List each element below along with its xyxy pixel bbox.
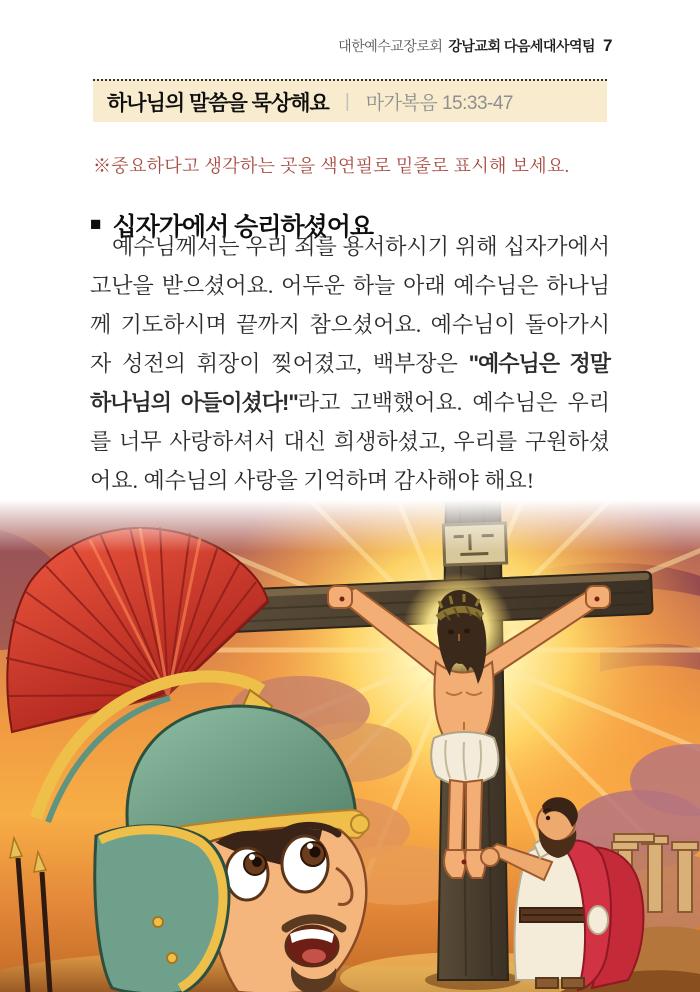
- divider-bar: |: [344, 90, 350, 112]
- crucifixion-scene-svg: [0, 500, 700, 992]
- paragraph-line: 고난을 받으셨어요. 어두운 하늘 아래 예수님은 하나님: [90, 273, 610, 298]
- paragraph-line: 를 너무 사랑하셔서 대신 희생하셨고, 우리를 구원하셨: [90, 429, 610, 454]
- team-name: 강남교회 다음세대사역팀: [448, 38, 596, 54]
- white-fade-top: [0, 500, 700, 552]
- section-title: 십자가에서 승리하셨어요: [112, 212, 374, 241]
- bible-reference: 마가복음 15:33-47: [365, 93, 513, 114]
- page-number: 7: [603, 36, 612, 55]
- paragraph-line: 예수님께서는 우리 죄를 용서하시기 위해 십자가에서: [112, 234, 610, 259]
- crucifixion-illustration: [0, 500, 700, 992]
- paragraph-line: 께 기도하시며 끝까지 참으셨어요. 예수님이 돌아가시: [90, 312, 610, 337]
- paragraph-line: 자 성전의 휘장이 찢어졌고, 백부장은 "예수님은 정말: [90, 351, 610, 376]
- underline-instruction-note: ※중요하다고 생각하는 곳을 색연필로 밑줄로 표시해 보세요.: [93, 156, 570, 176]
- paragraph-line: 하나님의 아들이셨다!"라고 고백했어요. 예수님은 우리: [90, 390, 611, 415]
- page-header: [338, 36, 612, 56]
- meditation-title-bar: [93, 79, 607, 122]
- square-bullet-icon: ■: [90, 214, 101, 236]
- devotional-paragraph: [90, 227, 610, 500]
- paragraph-line: 어요. 예수님의 사랑을 기억하며 감사해야 해요!: [90, 468, 535, 493]
- meditation-title: 하나님의 말씀을 묵상해요: [107, 91, 329, 115]
- org-name: 대한예수교장로회: [338, 38, 443, 54]
